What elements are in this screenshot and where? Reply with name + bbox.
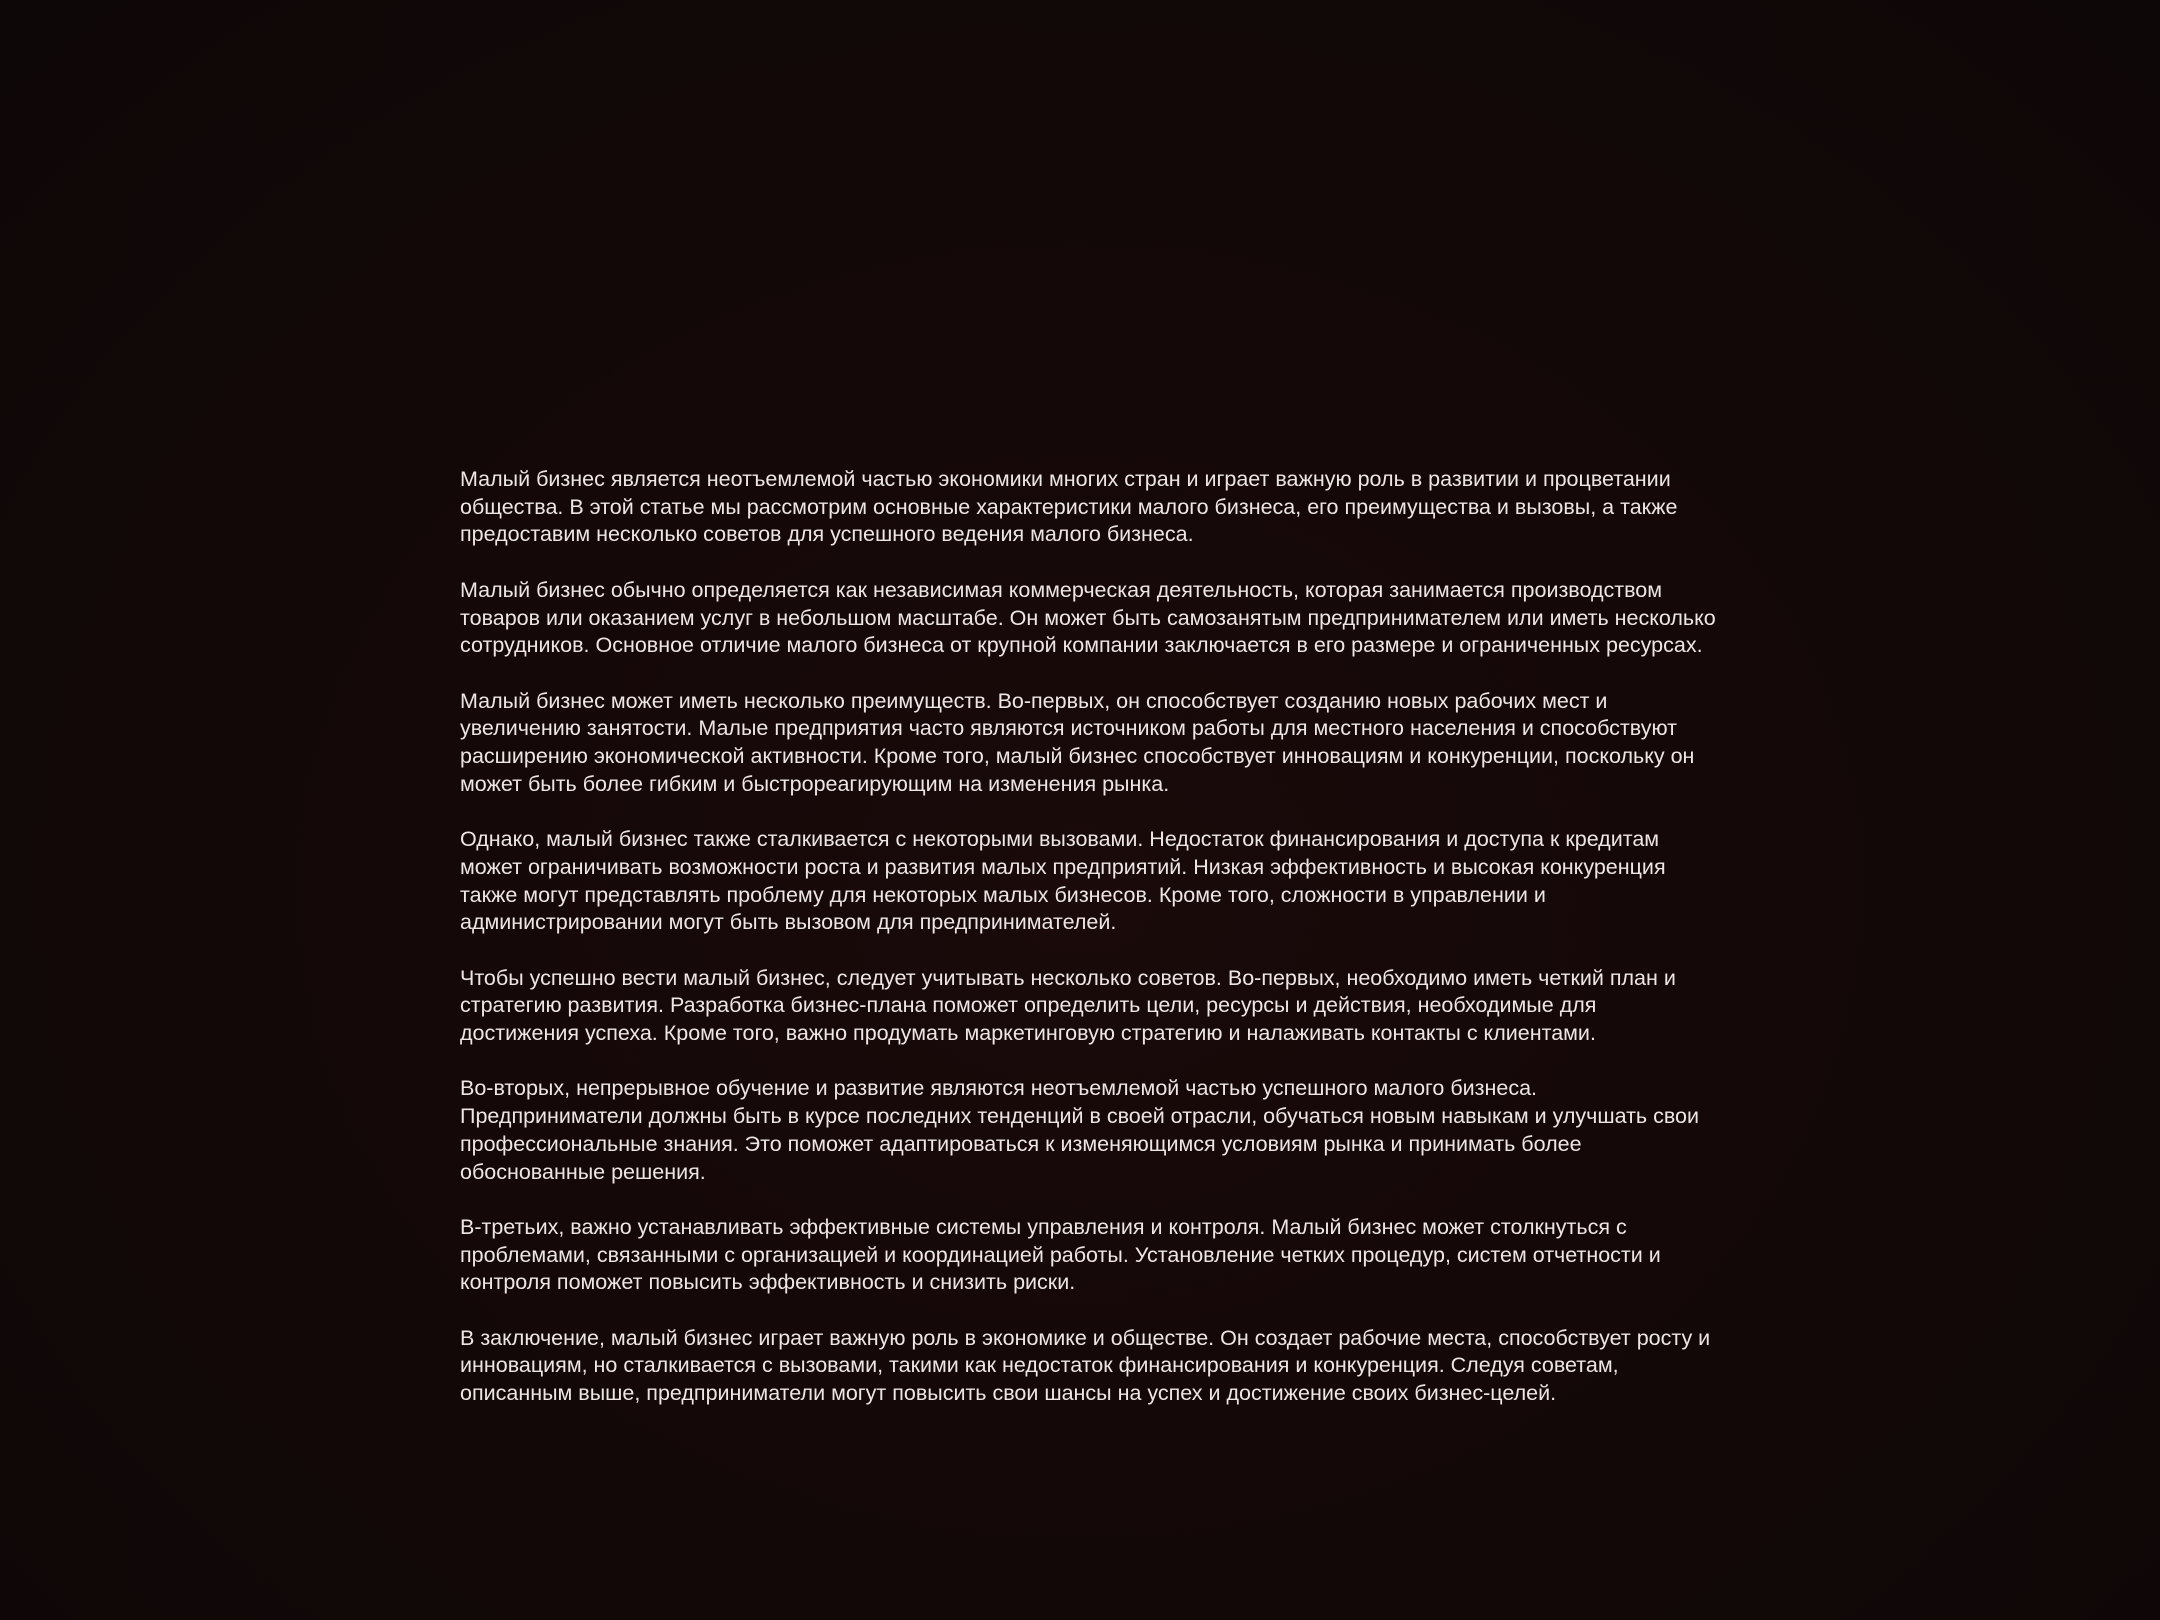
paragraph-challenges: Однако, малый бизнес также сталкивается с некоторыми вызовами. Недостаток финансирования и доступа к кредитам может ограничивать возможности роста и развития малых предприятий. Низкая эффективность и высокая конкуренция также могут представлять проблему для некоторых малых бизнесов. Кроме того, сложности в управлении и администрировании могут быть вызовом для предпринимателей. [460, 827, 1666, 935]
paragraph-management: В-третьих, важно устанавливать эффективные системы управления и контроля. Малый бизнес может столкнуться с проблемами, связанными с организацией и координацией работы. Установление четких процедур, систем отчетности и контроля поможет повысить эффективность и снизить риски. [460, 1214, 1661, 1295]
paragraph-intro: Малый бизнес является неотъемлемой частью экономики многих стран и играет важную роль в развитии и процветании общества. В этой статье мы рассмотрим основные характеристики малого бизнеса, его преимущества и вызовы, а также предоставим несколько советов для успешного ведения малого бизнеса. [460, 467, 1678, 547]
paragraph-advantages: Малый бизнес может иметь несколько преимуществ. Во-первых, он способствует созданию новых рабочих мест и увеличению занятости. Малые предприятия часто являются источником работы для местного населения и способствуют расширению экономической активности. Кроме того, малый бизнес способствует инновациям и конкуренции, поскольку он может быть более гибким и быстрореагирующим на изменения рынка. [460, 688, 1695, 796]
paragraph-learning: Во-вторых, непрерывное обучение и развитие являются неотъемлемой частью успешного малого бизнеса. Предприниматели должны быть в курсе последних тенденций в своей отрасли, обучаться новым навыкам и улучшать свои профессиональные знания. Это поможет адаптироваться к изменяющимся условиям рынка и принимать более обоснованные решения. [460, 1076, 1700, 1184]
article-body [460, 466, 1860, 1435]
paragraph-definition: Малый бизнес обычно определяется как независимая коммерческая деятельность, которая занимается производством товаров или оказанием услуг в небольшом масштабе. Он может быть самозанятым предпринимателем или иметь несколько сотрудников. Основное отличие малого бизнеса от крупной компании заключается в его размере и ограниченных ресурсах. [460, 577, 1716, 658]
paragraph-tips: Чтобы успешно вести малый бизнес, следует учитывать несколько советов. Во-первых, необходимо иметь четкий план и стратегию развития. Разработка бизнес-плана поможет определить цели, ресурсы и действия, необходимые для достижения успеха. Кроме того, важно продумать маркетинговую стратегию и налаживать контакты с клиентами. [460, 965, 1676, 1045]
paragraph-conclusion: В заключение, малый бизнес играет важную роль в экономике и обществе. Он создает рабочие места, способствует росту и инновациям, но сталкивается с вызовами, такими как недостаток финансирования и конкуренция. Следуя советам, описанным выше, предприниматели могут повысить свои шансы на успех и достижение своих бизнес-целей. [460, 1325, 1711, 1406]
